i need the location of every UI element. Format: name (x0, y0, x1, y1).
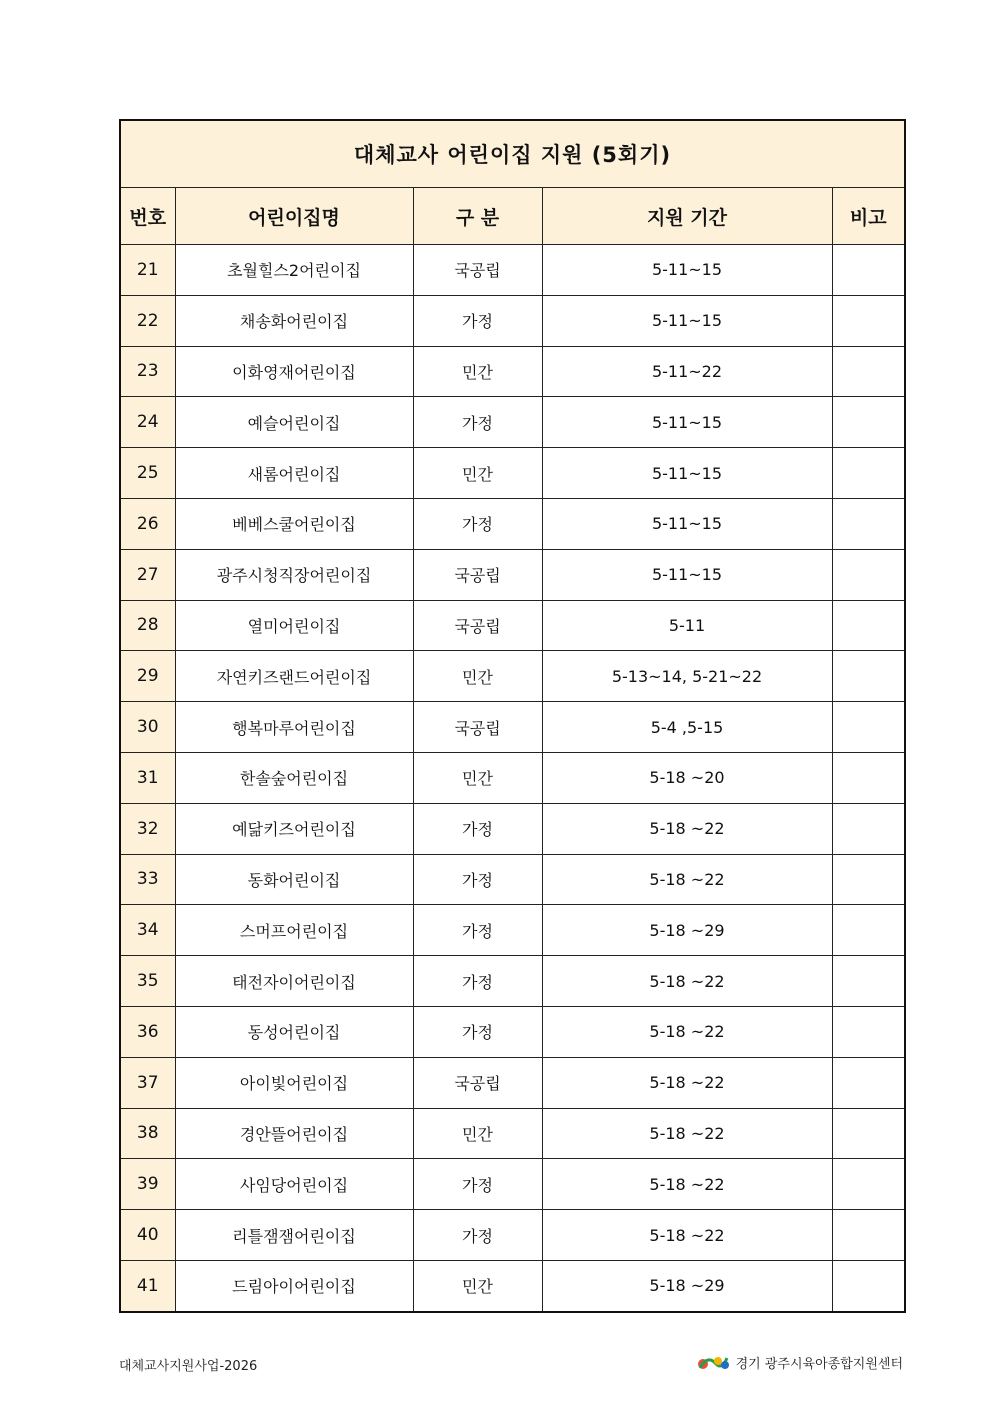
table-row (120, 702, 905, 753)
row-center-name: 새롬어린이집 (175, 448, 413, 499)
row-center-name: 이화영재어린이집 (175, 346, 413, 397)
row-center-name: 드림아이어린이집 (175, 1260, 413, 1311)
row-category: 가정 (413, 956, 542, 1007)
row-center-name: 열미어린이집 (175, 600, 413, 651)
row-note (832, 803, 905, 854)
row-support-period: 5-11~15 (542, 448, 832, 499)
row-number: 33 (120, 854, 175, 905)
table-row (120, 1210, 905, 1261)
row-number: 38 (120, 1108, 175, 1159)
row-number: 41 (120, 1260, 175, 1311)
row-number: 27 (120, 549, 175, 600)
header-note: 비고 (832, 188, 905, 245)
row-number: 22 (120, 295, 175, 346)
row-support-period: 5-18 ~22 (542, 803, 832, 854)
header-center-name: 어린이집명 (175, 188, 413, 245)
footer-organization (696, 1352, 903, 1372)
row-note (832, 1108, 905, 1159)
header-category: 구 분 (413, 188, 542, 245)
row-number: 37 (120, 1057, 175, 1108)
row-support-period: 5-18 ~22 (542, 1159, 832, 1210)
row-note (832, 702, 905, 753)
row-note (832, 651, 905, 702)
row-note (832, 752, 905, 803)
row-center-name: 예닮키즈어린이집 (175, 803, 413, 854)
row-number: 24 (120, 397, 175, 448)
row-center-name: 초월힐스2어린이집 (175, 245, 413, 296)
row-note (832, 1159, 905, 1210)
row-support-period: 5-11~22 (542, 346, 832, 397)
row-support-period: 5-18 ~22 (542, 854, 832, 905)
row-category: 국공립 (413, 549, 542, 600)
row-support-period: 5-11~15 (542, 245, 832, 296)
center-logo-icon (696, 1352, 730, 1372)
row-note (832, 1210, 905, 1261)
table-body (120, 245, 905, 1312)
table-row (120, 600, 905, 651)
row-center-name: 베베스쿨어린이집 (175, 498, 413, 549)
table-row (120, 498, 905, 549)
table-row (120, 397, 905, 448)
row-number: 34 (120, 905, 175, 956)
row-note (832, 1260, 905, 1311)
row-support-period: 5-13~14, 5-21~22 (542, 651, 832, 702)
row-category: 가정 (413, 498, 542, 549)
row-center-name: 리틀잼잼어린이집 (175, 1210, 413, 1261)
row-support-period: 5-4 ,5-15 (542, 702, 832, 753)
table-title: 대체교사 어린이집 지원 (5회기) (120, 120, 905, 188)
row-category: 가정 (413, 1210, 542, 1261)
row-number: 29 (120, 651, 175, 702)
row-support-period: 5-11 (542, 600, 832, 651)
row-center-name: 자연키즈랜드어린이집 (175, 651, 413, 702)
table-row (120, 245, 905, 296)
row-category: 국공립 (413, 600, 542, 651)
row-support-period: 5-18 ~22 (542, 1210, 832, 1261)
row-note (832, 397, 905, 448)
row-center-name: 채송화어린이집 (175, 295, 413, 346)
row-center-name: 행복마루어린이집 (175, 702, 413, 753)
row-category: 가정 (413, 1006, 542, 1057)
row-support-period: 5-18 ~22 (542, 1108, 832, 1159)
table-row (120, 854, 905, 905)
table-row (120, 956, 905, 1007)
row-category: 가정 (413, 803, 542, 854)
row-support-period: 5-11~15 (542, 549, 832, 600)
row-number: 26 (120, 498, 175, 549)
row-support-period: 5-11~15 (542, 295, 832, 346)
row-note (832, 956, 905, 1007)
table-row (120, 752, 905, 803)
row-center-name: 동성어린이집 (175, 1006, 413, 1057)
row-center-name: 한솔숲어린이집 (175, 752, 413, 803)
row-category: 국공립 (413, 702, 542, 753)
row-number: 28 (120, 600, 175, 651)
row-note (832, 905, 905, 956)
table-row (120, 1057, 905, 1108)
row-note (832, 1057, 905, 1108)
table-row (120, 803, 905, 854)
row-center-name: 광주시청직장어린이집 (175, 549, 413, 600)
row-note (832, 1006, 905, 1057)
row-category: 민간 (413, 1260, 542, 1311)
row-center-name: 동화어린이집 (175, 854, 413, 905)
row-center-name: 아이빛어린이집 (175, 1057, 413, 1108)
row-note (832, 295, 905, 346)
row-category: 가정 (413, 1159, 542, 1210)
row-center-name: 사임당어린이집 (175, 1159, 413, 1210)
table-row (120, 448, 905, 499)
footer-organization-name: 경기 광주시육아종합지원센터 (735, 1356, 903, 1372)
table-row (120, 651, 905, 702)
row-support-period: 5-18 ~20 (542, 752, 832, 803)
header-row (120, 188, 905, 245)
row-note (832, 854, 905, 905)
table-row (120, 905, 905, 956)
table-row (120, 346, 905, 397)
row-support-period: 5-18 ~22 (542, 1057, 832, 1108)
table-row (120, 295, 905, 346)
row-note (832, 245, 905, 296)
row-category: 민간 (413, 1108, 542, 1159)
table-row (120, 1260, 905, 1311)
header-support-period: 지원 기간 (542, 188, 832, 245)
row-category: 민간 (413, 346, 542, 397)
row-support-period: 5-18 ~22 (542, 956, 832, 1007)
row-note (832, 448, 905, 499)
row-number: 23 (120, 346, 175, 397)
row-category: 민간 (413, 651, 542, 702)
row-center-name: 예슬어린이집 (175, 397, 413, 448)
row-note (832, 549, 905, 600)
row-number: 39 (120, 1159, 175, 1210)
table-row (120, 549, 905, 600)
row-category: 가정 (413, 295, 542, 346)
row-center-name: 스머프어린이집 (175, 905, 413, 956)
row-number: 35 (120, 956, 175, 1007)
row-center-name: 경안뜰어린이집 (175, 1108, 413, 1159)
row-category: 국공립 (413, 1057, 542, 1108)
row-support-period: 5-18 ~29 (542, 905, 832, 956)
row-category: 가정 (413, 397, 542, 448)
row-note (832, 498, 905, 549)
table-row (120, 1006, 905, 1057)
row-number: 40 (120, 1210, 175, 1261)
row-category: 국공립 (413, 245, 542, 296)
row-support-period: 5-18 ~22 (542, 1006, 832, 1057)
row-number: 36 (120, 1006, 175, 1057)
row-category: 민간 (413, 448, 542, 499)
row-center-name: 태전자이어린이집 (175, 956, 413, 1007)
row-note (832, 600, 905, 651)
table-row (120, 1159, 905, 1210)
row-category: 가정 (413, 905, 542, 956)
row-support-period: 5-11~15 (542, 397, 832, 448)
row-number: 21 (120, 245, 175, 296)
row-number: 25 (120, 448, 175, 499)
footer-project-label: 대체교사지원사업-2026 (119, 1359, 258, 1374)
support-table (119, 119, 906, 1313)
row-number: 31 (120, 752, 175, 803)
row-category: 민간 (413, 752, 542, 803)
row-support-period: 5-18 ~29 (542, 1260, 832, 1311)
row-number: 32 (120, 803, 175, 854)
header-number: 번호 (120, 188, 175, 245)
table-row (120, 1108, 905, 1159)
row-number: 30 (120, 702, 175, 753)
row-note (832, 346, 905, 397)
row-support-period: 5-11~15 (542, 498, 832, 549)
row-category: 가정 (413, 854, 542, 905)
